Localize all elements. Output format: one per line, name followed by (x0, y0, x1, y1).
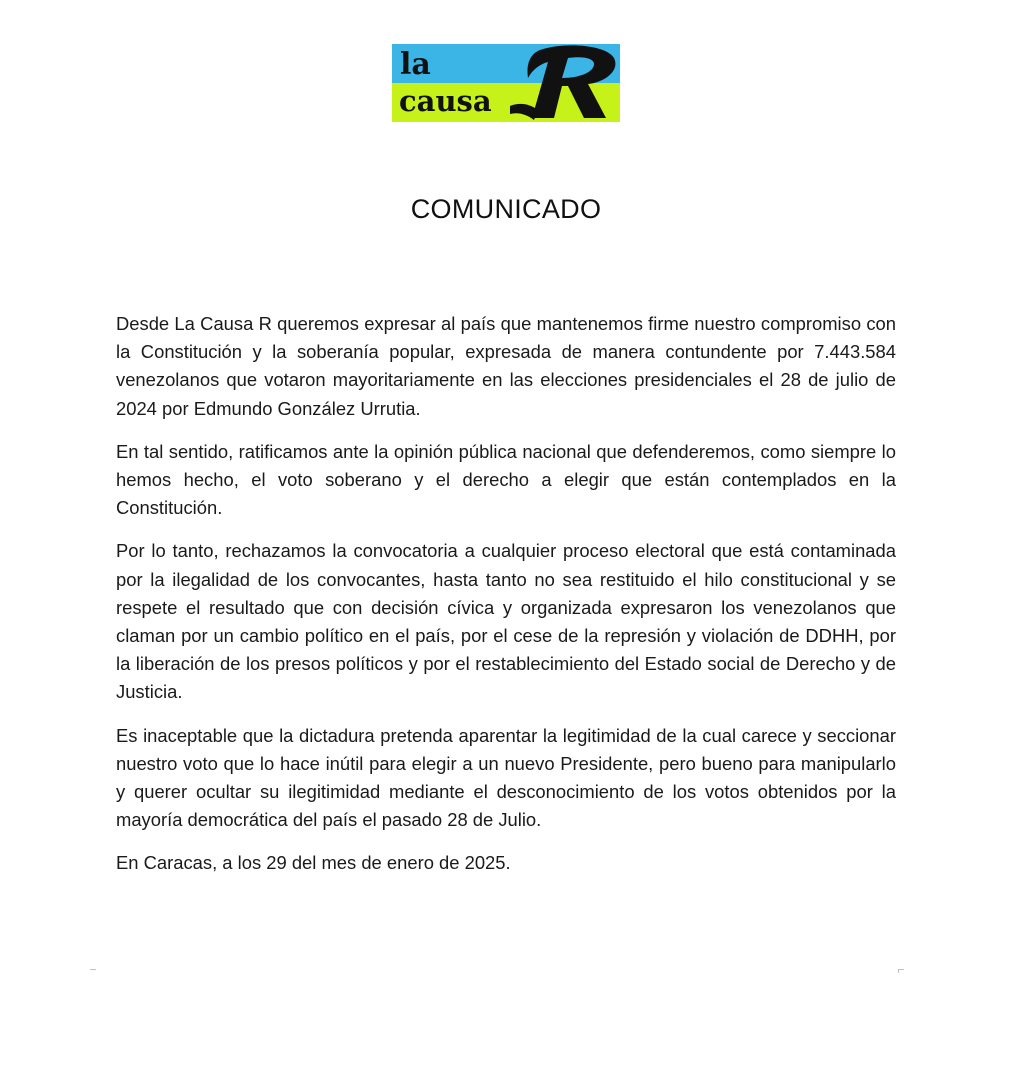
paragraph-2: En tal sentido, ratificamos ante la opinión pública nacional que defenderemos, como siempre lo hemos hecho, el voto soberano y el derecho a elegir que están contemplados en la Constitución. (116, 440, 896, 519)
closing-line: En Caracas, a los 29 del mes de enero de 2025. (116, 852, 511, 874)
paragraph-4: Es inaceptable que la dictadura pretenda aparentar la legitimidad de la cual carece y seccionar nuestro voto que lo hace inútil para elegir a un nuevo Presidente, pero bueno para manipularlo y querer ocultar su ilegitimidad mediante el desconocimiento de los votos obtenidos por la mayoría democrática del país el pasado 28 de Julio. (116, 724, 896, 831)
logo-word-causa: causa (399, 84, 492, 118)
la-causa-r-logo (392, 44, 620, 122)
page-margin-mark-left (90, 969, 96, 973)
paragraph-3: Por lo tanto, rechazamos la convocatoria a cualquier proceso electoral que está contaminada por la ilegalidad de los convocantes, hasta tanto no sea restituido el hilo constitucional y se respete el resultado que con decisión cívica y organizada expresaron los venezolanos que claman por un cambio político en el país, por el cese de la represión y violación de DDHH, por la liberación de los presos políticos y por el restablecimiento del Estado social de Derecho y de Justicia. (116, 540, 896, 703)
document-body (116, 310, 896, 893)
logo-word-la: la (400, 47, 431, 82)
page-margin-mark-right (898, 969, 904, 973)
page-title: COMUNICADO (410, 194, 602, 224)
paragraph-1: Desde La Causa R queremos expresar al país que mantenemos firme nuestro compromiso con la Constitución y la soberanía popular, expresada de manera contundente por 7.443.584 venezolanos que votaron mayoritariamente en las elecciones presidenciales el 28 de julio de 2024 por Edmundo González Urrutia. (116, 313, 896, 419)
logo-r-mark-icon (510, 44, 620, 122)
